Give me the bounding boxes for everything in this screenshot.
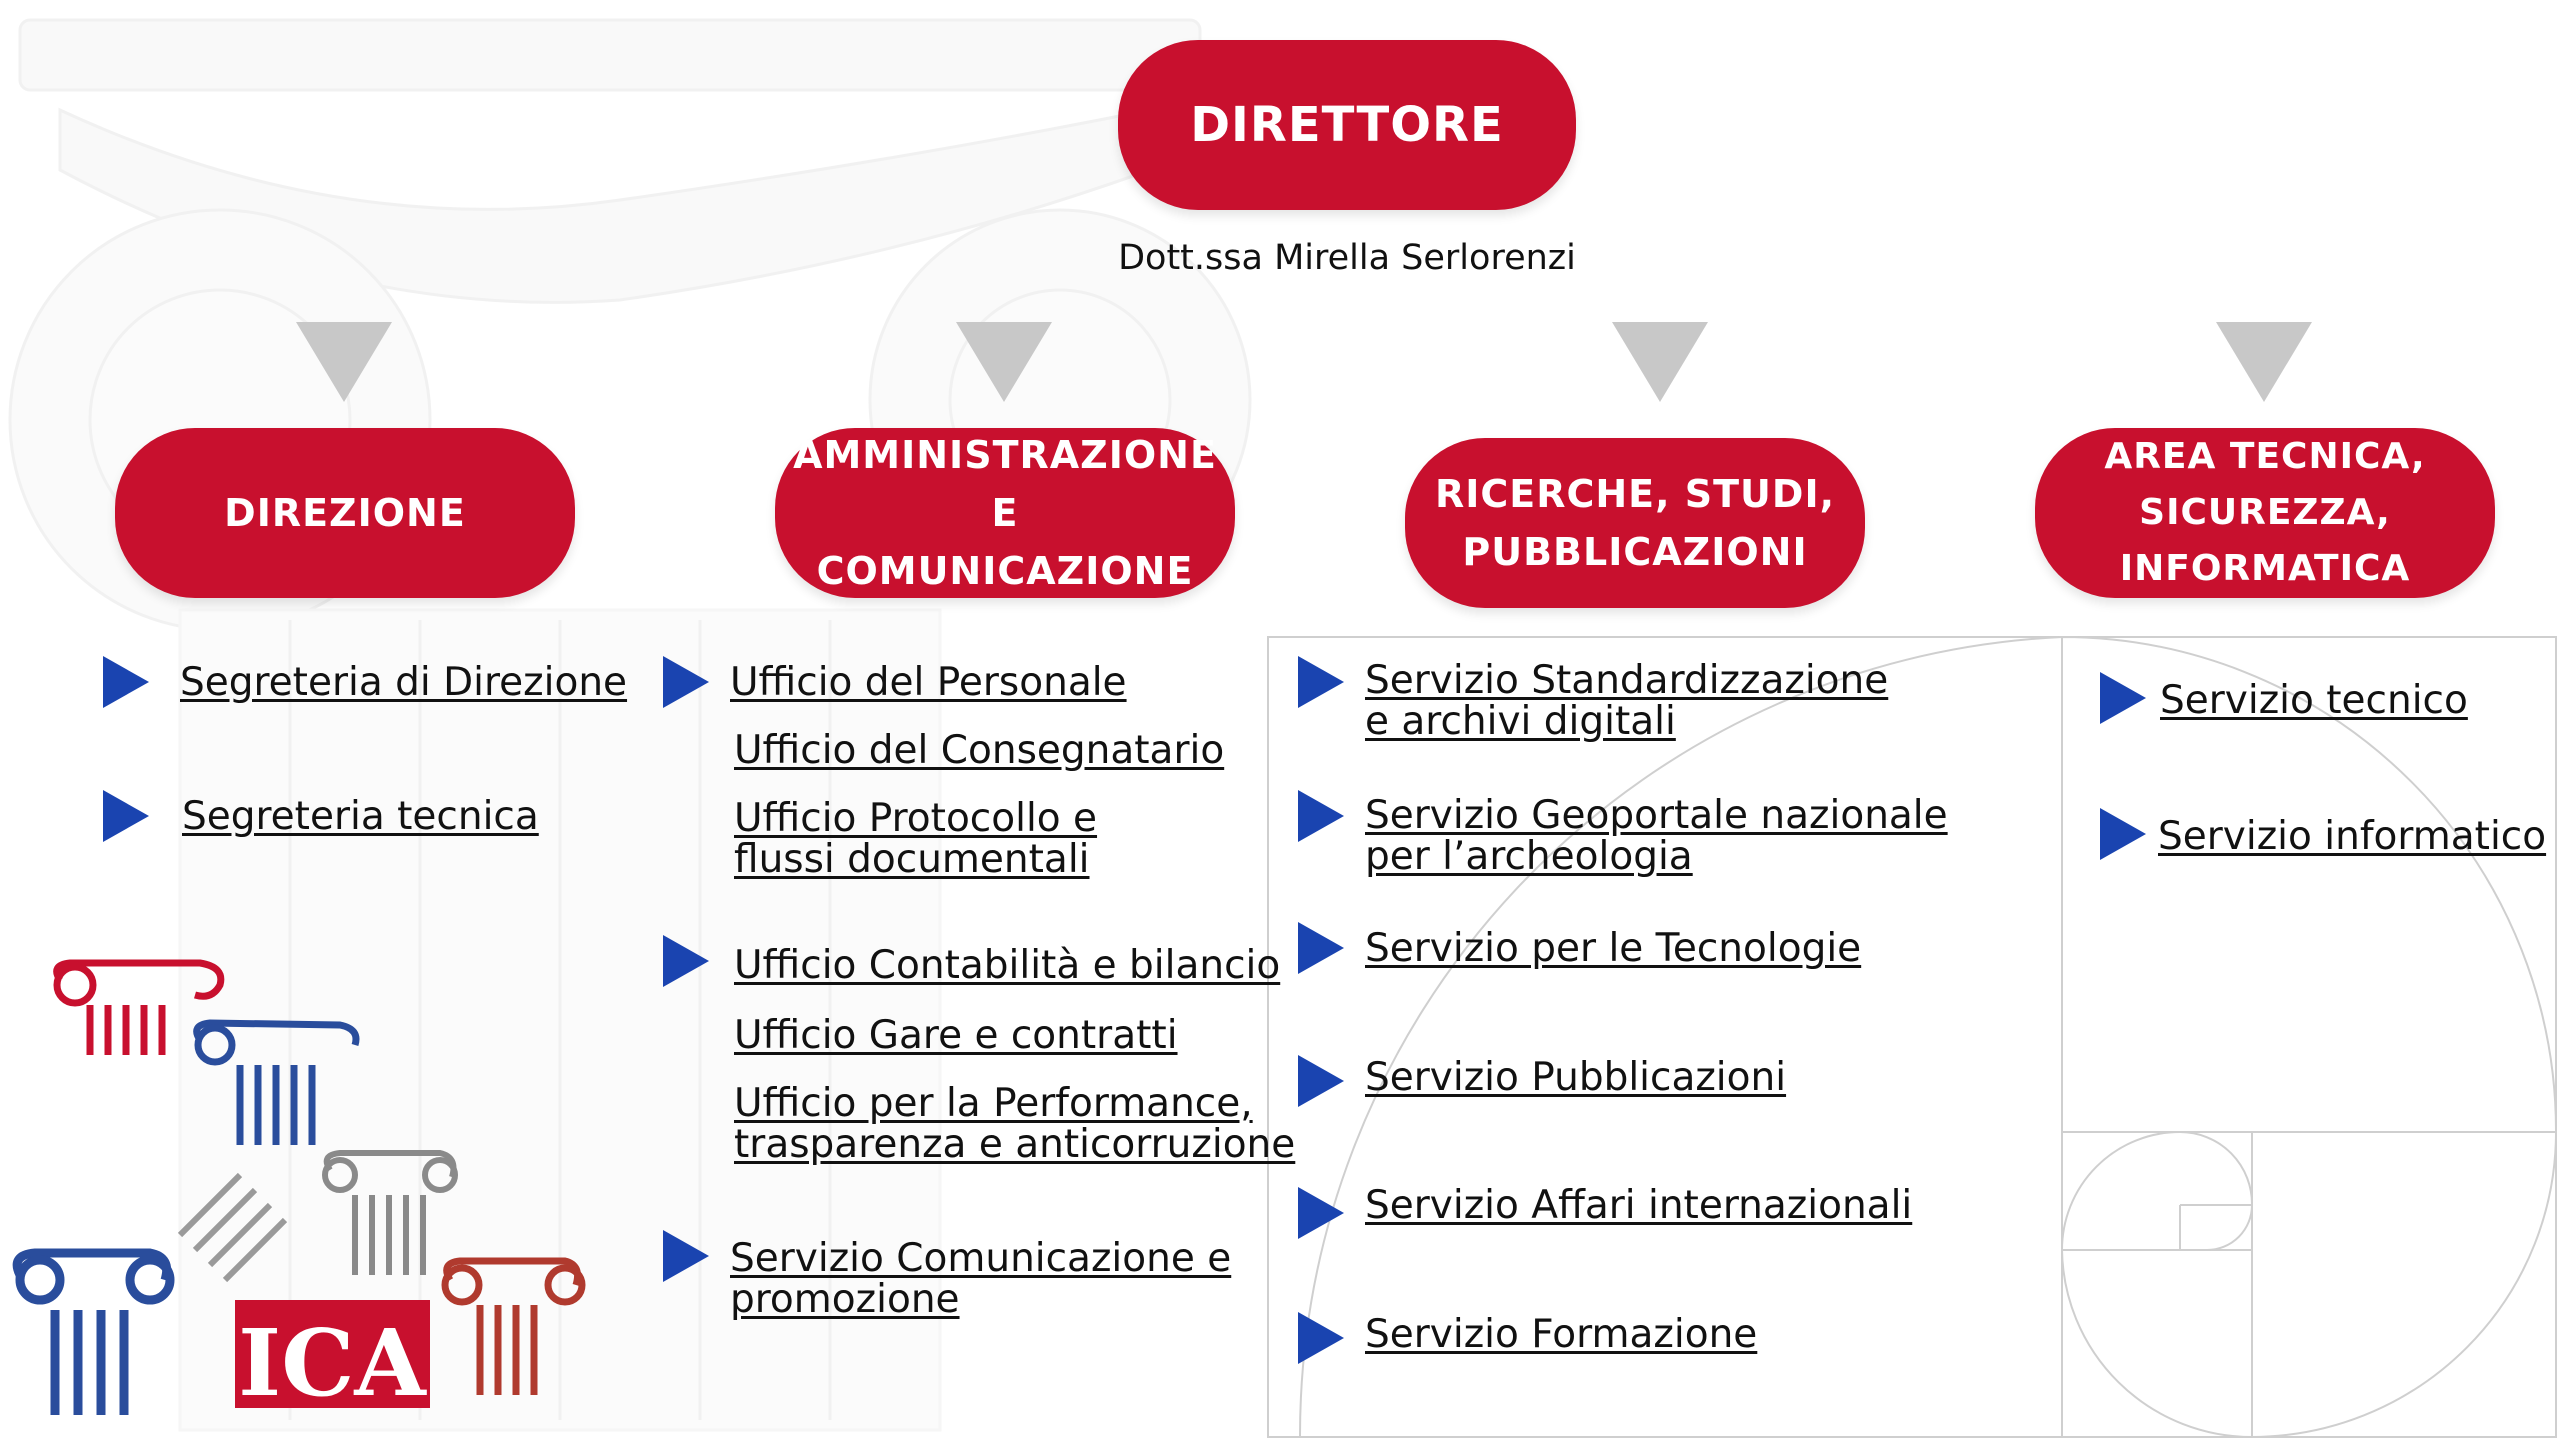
amministrazione-title: AMMINISTRAZIONE E COMUNICAZIONE (793, 433, 1217, 593)
link-servizio-standardizzazione[interactable]: Servizio Standardizzazione e archivi digitali (1365, 658, 1889, 744)
link-ufficio-contabilita[interactable]: Ufficio Contabilità e bilancio (734, 943, 1281, 988)
amministrazione-box (775, 428, 1235, 598)
link-ufficio-gare[interactable]: Ufficio Gare e contratti (734, 1013, 1178, 1058)
bullet-arrow-icon (1298, 656, 1344, 708)
link-servizio-pubblicazioni[interactable]: Servizio Pubblicazioni (1365, 1055, 1787, 1100)
bullet-arrow-icon (1298, 1055, 1344, 1107)
link-ufficio-performance[interactable]: Ufficio per la Performance, trasparenza e anticorruzione (734, 1081, 1296, 1167)
bullet-arrow-icon (2100, 672, 2146, 724)
link-servizio-comunicazione[interactable]: Servizio Comunicazione e promozione (730, 1236, 1232, 1322)
ricerche-title: RICERCHE, STUDI, PUBBLICAZIONI (1434, 472, 1836, 574)
link-ufficio-protocollo[interactable]: Ufficio Protocollo e flussi documentali (734, 796, 1098, 882)
link-segreteria-tecnica[interactable]: Segreteria tecnica (182, 794, 539, 839)
bullet-arrow-icon (1298, 790, 1344, 842)
direzione-title: DIREZIONE (224, 491, 466, 535)
bullet-arrow-icon (1298, 922, 1344, 974)
direzione-box (115, 428, 575, 598)
arrow-down-icon (1612, 322, 1708, 402)
link-servizio-geoportale[interactable]: Servizio Geoportale nazionale per l’archeologia (1365, 793, 1948, 879)
bullet-arrow-icon (663, 656, 709, 708)
director-title: DIRETTORE (1190, 97, 1504, 153)
link-servizio-affari-internazionali[interactable]: Servizio Affari internazionali (1365, 1183, 1913, 1228)
arrow-down-icon (2216, 322, 2312, 402)
bullet-arrow-icon (663, 935, 709, 987)
area-tecnica-title: AREA TECNICA, SICUREZZA, INFORMATICA (2104, 436, 2426, 589)
arrow-down-icon (956, 322, 1052, 402)
link-ufficio-personale[interactable]: Ufficio del Personale (730, 660, 1127, 705)
bullet-arrow-icon (103, 790, 149, 842)
bullet-arrow-icon (1298, 1187, 1344, 1239)
arrow-down-icon (296, 322, 392, 402)
ricerche-box (1405, 438, 1865, 608)
bullet-arrow-icon (2100, 808, 2146, 860)
bullet-arrow-icon (1298, 1312, 1344, 1364)
director-name: Dott.ssa Mirella Serlorenzi (1118, 238, 1576, 278)
link-servizio-informatico[interactable]: Servizio informatico (2158, 814, 2547, 859)
link-segreteria-direzione[interactable]: Segreteria di Direzione (180, 660, 628, 705)
logo-text: ICA (238, 1309, 426, 1417)
link-servizio-formazione[interactable]: Servizio Formazione (1365, 1312, 1758, 1357)
bullet-arrow-icon (663, 1230, 709, 1282)
director-box (1118, 40, 1576, 210)
area-tecnica-box (2035, 428, 2495, 598)
bullet-arrow-icon (103, 656, 149, 708)
ica-logo (0, 955, 600, 1425)
link-servizio-tecnologie[interactable]: Servizio per le Tecnologie (1365, 926, 1862, 971)
link-servizio-tecnico[interactable]: Servizio tecnico (2160, 678, 2468, 723)
link-ufficio-consegnatario[interactable]: Ufficio del Consegnatario (734, 728, 1225, 773)
